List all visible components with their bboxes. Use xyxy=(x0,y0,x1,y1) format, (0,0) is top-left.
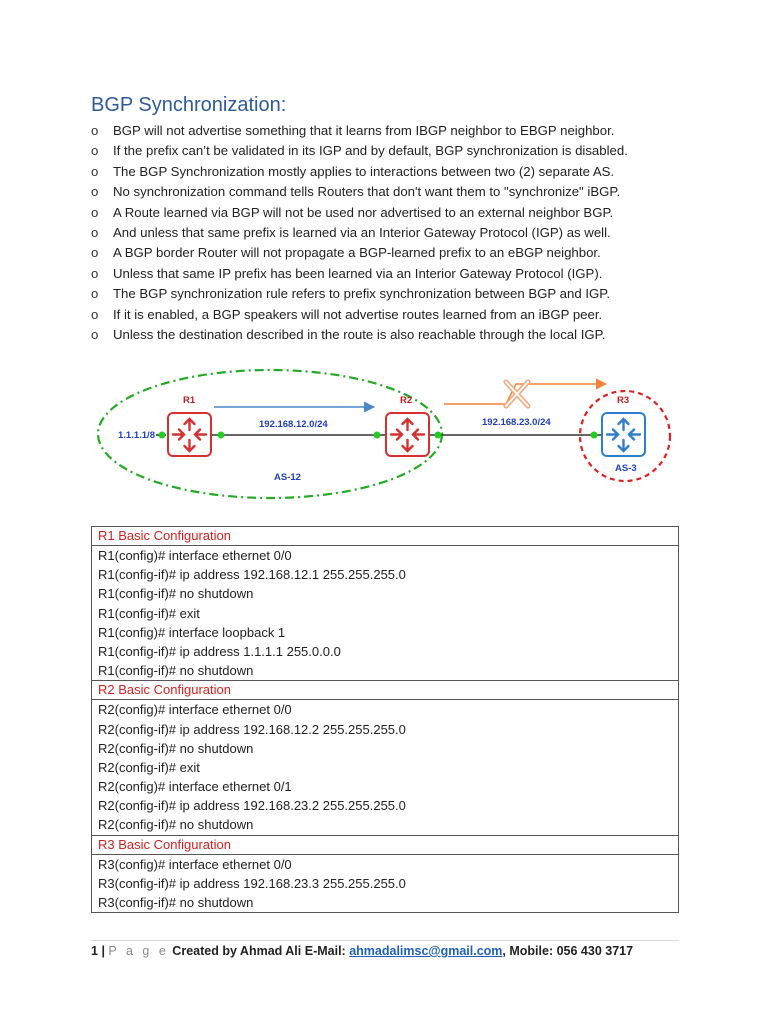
bullet-marker: o xyxy=(91,286,99,302)
bullet-marker: o xyxy=(91,326,99,342)
bullet-item xyxy=(91,223,711,243)
bullet-item xyxy=(91,182,711,202)
config-line: R2(config)# interface ethernet 0/1 xyxy=(98,779,292,795)
r2-label: R2 xyxy=(400,395,413,406)
page-word: P a g e xyxy=(108,944,169,958)
bullet-text: If the prefix can’t be validated in its IGP and by default, BGP synchronization is disabled. xyxy=(113,143,628,159)
bullet-text: A BGP border Router will not propagate a BGP-learned prefix to an eBGP neighbor. xyxy=(113,245,601,261)
config-line: R2(config-if)# no shutdown xyxy=(98,817,254,833)
bullet-text: Unless the destination described in the route is also reachable through the local IGP. xyxy=(113,326,606,342)
r1-config-body xyxy=(92,546,679,681)
config-line: R1(config-if)# exit xyxy=(98,605,200,621)
loopback-label: 1.1.1.1/8 xyxy=(118,430,155,441)
r2-config-body xyxy=(92,700,679,835)
router-r2-icon[interactable] xyxy=(386,413,429,456)
r2-config-header: R2 Basic Configuration xyxy=(92,681,679,700)
config-line: R1(config)# interface ethernet 0/0 xyxy=(98,548,292,563)
link-dot xyxy=(435,432,442,439)
bullet-item xyxy=(91,325,711,345)
bullet-marker: o xyxy=(91,184,99,200)
config-line: R1(config)# interface loopback 1 xyxy=(98,624,286,640)
email-link[interactable]: ahmadalimsc@gmail.com xyxy=(349,944,503,958)
bullet-text: Unless that same IP prefix has been learned via an Interior Gateway Protocol (IGP). xyxy=(113,265,603,281)
link-dot xyxy=(374,432,381,439)
bullet-text: And unless that same prefix is learned via an Interior Gateway Protocol (IGP) as well. xyxy=(113,224,611,240)
r3-config-body xyxy=(92,854,679,913)
router-r3-icon[interactable] xyxy=(602,413,645,456)
bullet-item xyxy=(91,243,711,263)
bullet-item xyxy=(91,203,711,223)
link-dot xyxy=(218,432,225,439)
config-line: R2(config-if)# exit xyxy=(98,759,200,775)
config-line: R2(config-if)# ip address 192.168.12.2 255.255.255.0 xyxy=(98,721,406,737)
bullet-marker: o xyxy=(91,265,99,281)
as12-label: AS-12 xyxy=(274,472,301,483)
as3-label: AS-3 xyxy=(615,463,637,474)
page-number: 1 xyxy=(91,944,98,958)
link-dot xyxy=(159,432,166,439)
page-title: BGP Synchronization: xyxy=(91,94,287,116)
bullet-marker: o xyxy=(91,224,99,240)
bullet-item xyxy=(91,162,711,182)
bullet-text: No synchronization command tells Routers that don't want them to "synchronize" iBGP. xyxy=(113,184,621,200)
config-line: R2(config-if)# no shutdown xyxy=(98,740,254,756)
bullet-text: If it is enabled, a BGP speakers will not advertise routes learned from an iBGP peer. xyxy=(113,306,603,322)
bullet-item xyxy=(91,264,711,284)
config-table xyxy=(91,526,679,913)
bullet-item xyxy=(91,305,711,325)
bullet-marker: o xyxy=(91,143,99,159)
config-line: R3(config)# interface ethernet 0/0 xyxy=(98,856,292,872)
router-r1-icon[interactable] xyxy=(168,413,211,456)
config-line: R2(config-if)# ip address 192.168.23.2 255.255.255.0 xyxy=(98,798,406,814)
config-line: R1(config-if)# no shutdown xyxy=(98,663,254,679)
bullet-text: The BGP synchronization rule refers to prefix synchronization between BGP and IGP. xyxy=(113,286,610,302)
footer-divider xyxy=(91,940,679,941)
footer-credit: Created by Ahmad Ali E-Mail: xyxy=(172,944,346,958)
r3-label: R3 xyxy=(617,395,630,406)
blocked-icon xyxy=(506,382,528,406)
r1-label: R1 xyxy=(183,395,196,406)
config-line: R1(config-if)# no shutdown xyxy=(98,586,254,602)
bullet-item xyxy=(91,284,711,304)
config-line: R1(config-if)# ip address 192.168.12.1 255.255.255.0 xyxy=(98,567,406,583)
bullet-marker: o xyxy=(91,204,99,220)
link-12-label: 192.168.12.0/24 xyxy=(259,419,328,430)
bullet-text: The BGP Synchronization mostly applies to interactions between two (2) separate AS. xyxy=(113,163,615,179)
bullet-marker: o xyxy=(91,306,99,322)
bullet-item xyxy=(91,141,711,161)
bullet-text: BGP will not advertise something that it learns from IBGP neighbor to EBGP neighbor. xyxy=(113,123,615,138)
link-dot xyxy=(591,432,598,439)
page-footer xyxy=(91,944,633,958)
config-line: R1(config-if)# ip address 1.1.1.1 255.0.0.0 xyxy=(98,643,341,659)
footer-separator: | xyxy=(101,944,105,958)
config-line: R3(config-if)# ip address 192.168.23.3 255.255.255.0 xyxy=(98,875,406,891)
bullet-marker: o xyxy=(91,163,99,179)
bullet-item xyxy=(91,121,711,141)
link-23-label: 192.168.23.0/24 xyxy=(482,417,551,428)
bullet-list xyxy=(91,121,711,345)
r1-config-header: R1 Basic Configuration xyxy=(92,527,679,546)
bullet-marker: o xyxy=(91,245,99,261)
r3-config-header: R3 Basic Configuration xyxy=(92,835,679,854)
footer-mobile: , Mobile: 056 430 3717 xyxy=(502,944,634,958)
bullet-marker: o xyxy=(91,123,99,138)
config-line: R3(config-if)# no shutdown xyxy=(98,895,254,910)
config-line: R2(config)# interface ethernet 0/0 xyxy=(98,702,292,718)
network-diagram xyxy=(96,366,681,500)
bullet-text: A Route learned via BGP will not be used nor advertised to an external neighbor BGP. xyxy=(113,204,614,220)
